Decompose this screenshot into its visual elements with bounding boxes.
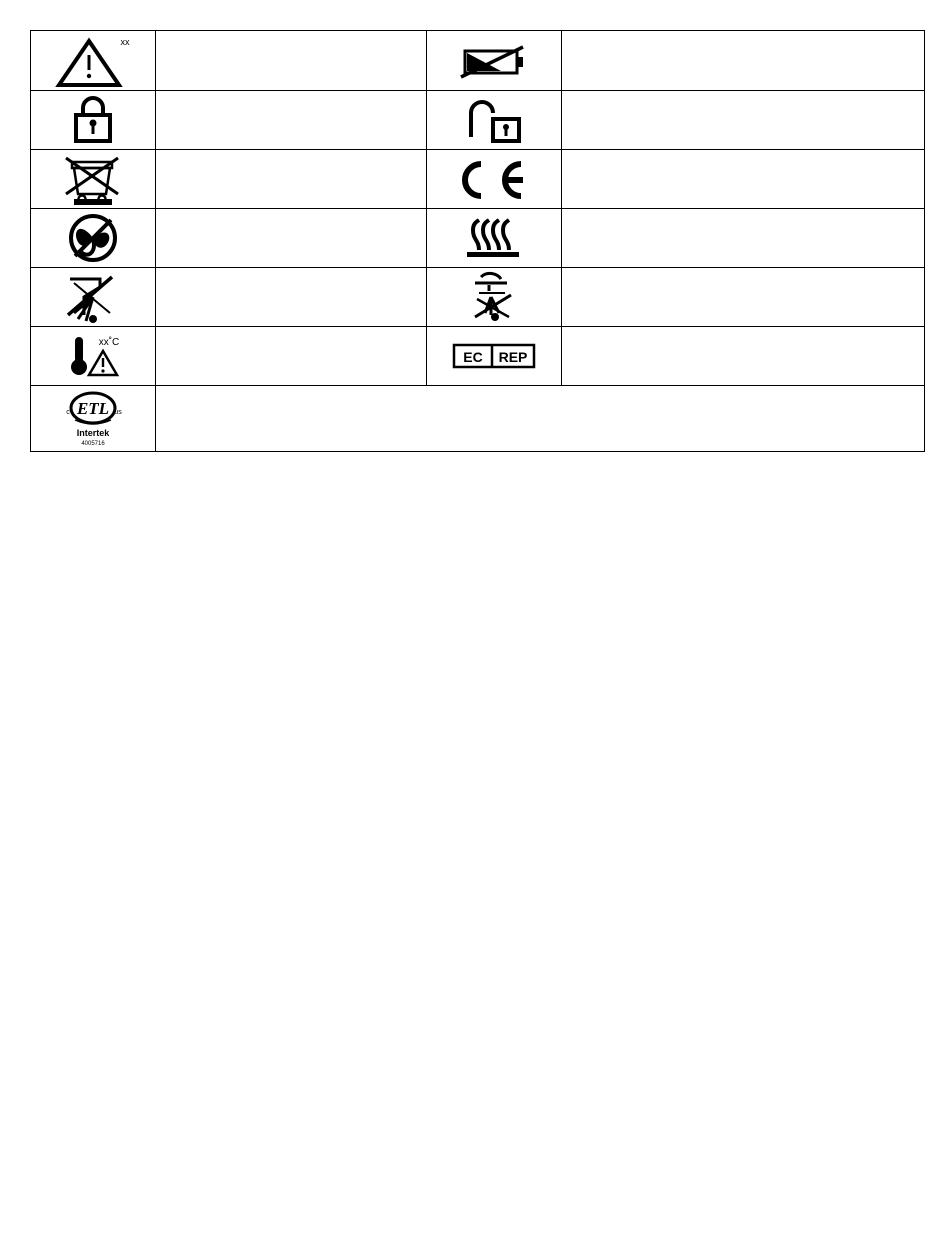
table-row bbox=[31, 209, 925, 268]
table-row bbox=[31, 268, 925, 327]
description-cell bbox=[562, 209, 925, 268]
table-row bbox=[31, 91, 925, 150]
ce-mark-icon bbox=[427, 150, 562, 209]
hot-surface-icon bbox=[427, 209, 562, 268]
description-cell bbox=[156, 209, 427, 268]
ec-rep-icon bbox=[427, 327, 562, 386]
description-cell bbox=[156, 91, 427, 150]
ec-rep-text-rep: REP bbox=[498, 349, 528, 365]
description-cell bbox=[156, 327, 427, 386]
warning-triangle-xx-icon bbox=[31, 31, 156, 91]
description-cell bbox=[156, 150, 427, 209]
table-row bbox=[31, 386, 925, 452]
description-cell bbox=[156, 31, 427, 91]
temperature-limit-label: xx˚C bbox=[98, 337, 120, 348]
etl-text-c: c bbox=[66, 408, 70, 416]
description-cell bbox=[562, 150, 925, 209]
temperature-limit-warning-icon bbox=[31, 327, 156, 386]
description-cell bbox=[562, 31, 925, 91]
etl-text-us: us bbox=[114, 408, 122, 416]
intertek-number-text: 4005716 bbox=[81, 440, 105, 447]
description-cell bbox=[562, 327, 925, 386]
etl-intertek-listed-icon bbox=[31, 386, 156, 452]
no-hand-in-fan-icon bbox=[31, 209, 156, 268]
ec-rep-text-ec: EC bbox=[463, 349, 483, 365]
warning-triangle-label: xx bbox=[120, 36, 130, 47]
no-battery-icon bbox=[427, 31, 562, 91]
description-cell bbox=[562, 268, 925, 327]
weee-crossed-out-wheelie-bin-icon bbox=[31, 150, 156, 209]
description-cell bbox=[156, 268, 427, 327]
description-cell bbox=[562, 91, 925, 150]
table-row bbox=[31, 150, 925, 209]
table-row bbox=[31, 31, 925, 91]
description-cell bbox=[156, 386, 925, 452]
no-pressure-wash-icon bbox=[427, 268, 562, 327]
symbol-legend-table bbox=[30, 30, 925, 452]
table-row bbox=[31, 327, 925, 386]
closed-padlock-icon bbox=[31, 91, 156, 150]
no-spray-water-icon bbox=[31, 268, 156, 327]
intertek-brand-text: Intertek bbox=[76, 427, 110, 438]
etl-text: ETL bbox=[76, 398, 110, 418]
open-padlock-icon bbox=[427, 91, 562, 150]
